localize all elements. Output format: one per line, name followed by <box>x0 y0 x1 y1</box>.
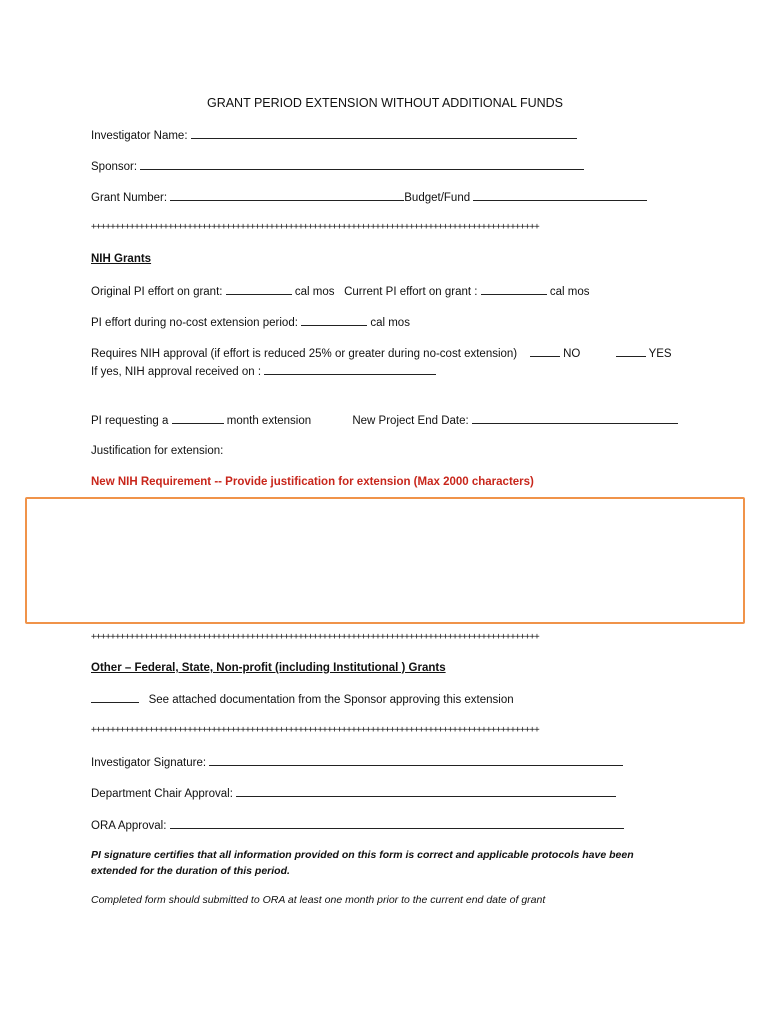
attached-row <box>91 692 514 707</box>
separator-2: +++++++++++++++++++++++++++++++++++++++++++++++++++++++++++++++++++++++++++++++++++++++++++++ <box>91 632 540 642</box>
original-effort-label: Original PI effort on grant: <box>91 286 223 298</box>
grant-number-label: Grant Number: <box>91 192 168 204</box>
new-nih-requirement: New NIH Requirement -- Provide justification for extension (Max 2000 characters) <box>91 476 534 488</box>
original-effort-row <box>91 284 590 299</box>
month-extension-label: month extension <box>226 415 312 427</box>
approval-received-row <box>91 364 436 379</box>
attached-label: See attached documentation from the Sponsor approving this extension <box>148 694 514 706</box>
no-field[interactable] <box>530 346 560 357</box>
approval-received-field[interactable] <box>264 364 436 375</box>
cal-mos-label-3: cal mos <box>370 317 410 329</box>
ora-approval-row <box>91 818 624 833</box>
chair-approval-row <box>91 786 616 801</box>
new-end-date-field[interactable] <box>472 413 678 424</box>
ora-approval-field[interactable] <box>170 818 624 829</box>
separator-3: +++++++++++++++++++++++++++++++++++++++++++++++++++++++++++++++++++++++++++++++++++++++++++++ <box>91 725 540 735</box>
investigator-name-label: Investigator Name: <box>91 130 188 142</box>
requires-approval-row <box>91 346 672 361</box>
attached-field[interactable] <box>91 692 139 703</box>
grant-number-field[interactable] <box>170 190 404 201</box>
current-effort-label: Current PI effort on grant : <box>344 286 478 298</box>
other-grants-heading: Other – Federal, State, Non-profit (including Institutional ) Grants <box>91 662 446 674</box>
nih-grants-heading: NIH Grants <box>91 253 152 265</box>
ncx-effort-row <box>91 315 410 330</box>
certify-note: PI signature certifies that all information provided on this form is correct and applicable protocols have been extended for the duration of this period. <box>91 849 634 877</box>
ncx-effort-field[interactable] <box>301 315 367 326</box>
investigator-name-field[interactable] <box>191 128 577 139</box>
ora-approval-label: ORA Approval: <box>91 820 167 832</box>
investigator-name-row <box>91 128 577 143</box>
form-title: GRANT PERIOD EXTENSION WITHOUT ADDITIONAL FUNDS <box>206 96 564 110</box>
sponsor-field[interactable] <box>140 159 584 170</box>
requesting-label: PI requesting a <box>91 415 169 427</box>
investigator-signature-field[interactable] <box>209 755 623 766</box>
justification-textbox[interactable] <box>25 497 745 624</box>
cal-mos-label-2: cal mos <box>549 286 590 298</box>
grant-number-row <box>91 190 647 205</box>
yes-field[interactable] <box>616 346 646 357</box>
separator-1: +++++++++++++++++++++++++++++++++++++++++++++++++++++++++++++++++++++++++++++++++++++++++++++ <box>91 222 540 232</box>
months-field[interactable] <box>172 413 224 424</box>
requires-approval-label: Requires NIH approval (if effort is reduced 25% or greater during no-cost extension) <box>91 348 518 360</box>
yes-label: YES <box>648 348 672 360</box>
investigator-signature-label: Investigator Signature: <box>91 757 207 769</box>
investigator-signature-row <box>91 755 623 770</box>
ncx-effort-label: PI effort during no-cost extension period: <box>91 317 298 329</box>
budget-fund-label: Budget/Fund <box>404 192 471 204</box>
no-label: NO <box>563 348 581 360</box>
original-effort-field[interactable] <box>226 284 292 295</box>
sponsor-row <box>91 159 584 174</box>
approval-received-label: If yes, NIH approval received on : <box>91 366 262 378</box>
chair-approval-field[interactable] <box>236 786 616 797</box>
extension-row <box>91 413 678 428</box>
chair-approval-label: Department Chair Approval: <box>91 788 233 800</box>
current-effort-field[interactable] <box>481 284 547 295</box>
justification-label: Justification for extension: <box>91 445 224 457</box>
new-end-date-label: New Project End Date: <box>352 415 469 427</box>
budget-fund-field[interactable] <box>473 190 647 201</box>
cal-mos-label-1: cal mos <box>294 286 335 298</box>
sponsor-label: Sponsor: <box>91 161 138 173</box>
submit-note: Completed form should submitted to ORA at least one month prior to the current end date of grant <box>91 894 546 906</box>
